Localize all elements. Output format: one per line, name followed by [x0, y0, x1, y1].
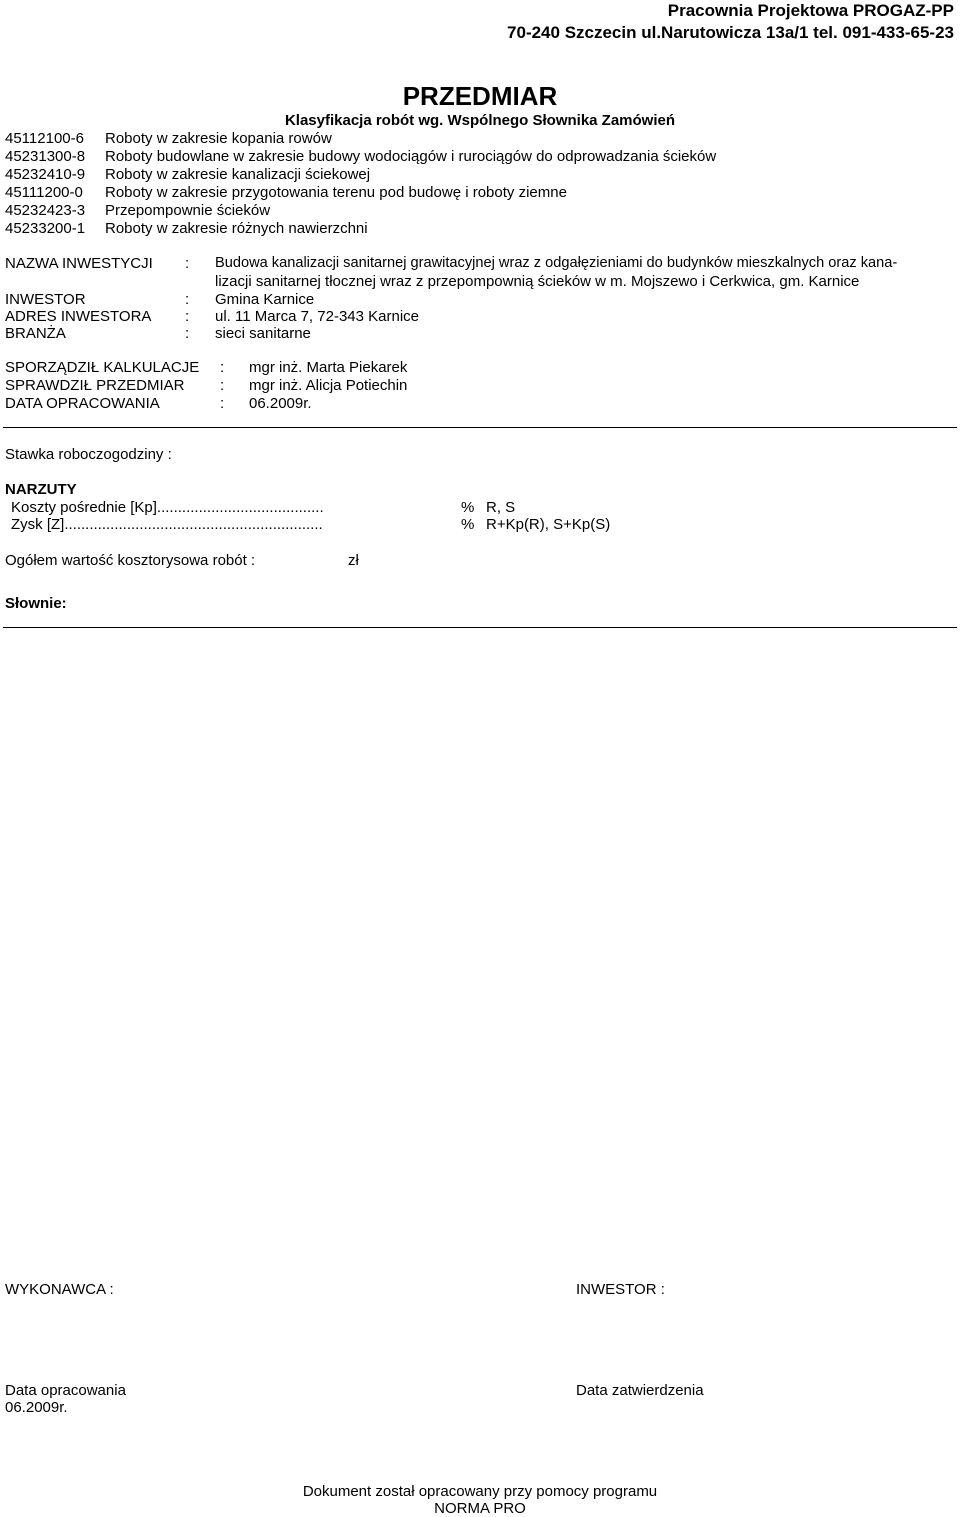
- investor-label: INWESTOR: [5, 291, 86, 308]
- indirect-costs-percent: %: [461, 499, 475, 516]
- investment-name-line1: Budowa kanalizacji sanitarnej grawitacyjnej wraz z odgałęzieniami do budynków mieszkalnych oraz kana-: [215, 255, 898, 271]
- classification-heading: Klasyfikacja robót wg. Wspólnego Słownika Zamówień: [284, 112, 676, 129]
- cpv-code: 45111200-0: [5, 184, 83, 201]
- colon: :: [185, 291, 190, 308]
- cpv-description: Roboty w zakresie kanalizacji ściekowej: [105, 166, 371, 183]
- cpv-code: 45233200-1: [5, 220, 86, 237]
- prepared-by-value: mgr inż. Marta Piekarek: [249, 359, 408, 376]
- cpv-description: Roboty w zakresie różnych nawierzchni: [105, 220, 368, 237]
- cpv-description: Przepompownie ścieków: [105, 202, 271, 219]
- divider-top: [3, 427, 957, 428]
- divider-bottom: [3, 627, 957, 628]
- approval-date-label: Data zatwierdzenia: [576, 1382, 704, 1399]
- footer-line1: Dokument został opracowany przy pomocy programu: [302, 1483, 658, 1500]
- total-value-label: Ogółem wartość kosztorysowa robót :: [5, 552, 256, 569]
- colon: :: [220, 359, 225, 376]
- total-value-unit: zł: [348, 552, 359, 569]
- colon: :: [185, 325, 190, 342]
- checked-by-value: mgr inż. Alicja Potiechin: [249, 377, 408, 394]
- indirect-costs-base: R, S: [486, 499, 516, 516]
- colon: :: [220, 395, 225, 412]
- investor-address-label: ADRES INWESTORA: [5, 308, 152, 325]
- indirect-costs-label: Koszty pośrednie [Kp]........................................: [11, 499, 324, 516]
- cpv-code: 45232423-3: [5, 202, 86, 219]
- colon: :: [185, 308, 190, 325]
- investment-name-label: NAZWA INWESTYCJI: [5, 255, 153, 272]
- branch-label: BRANŻA: [5, 325, 66, 342]
- preparation-date-value-bottom: 06.2009r.: [5, 1399, 68, 1416]
- branch-value: sieci sanitarne: [215, 325, 311, 342]
- checked-by-label: SPRAWDZIŁ PRZEDMIAR: [5, 377, 185, 394]
- prepared-by-label: SPORZĄDZIŁ KALKULACJE: [5, 359, 200, 376]
- profit-label: Zysk [Z]..............................................................: [11, 516, 323, 533]
- colon: :: [185, 255, 190, 272]
- cpv-code: 45232410-9: [5, 166, 86, 183]
- investment-name-line2: lizacji sanitarnej tłocznej wraz z przepompownią ścieków w m. Mojszewo i Cerkwica, gm. Karnice: [215, 273, 860, 290]
- cpv-code: 45112100-6: [5, 130, 84, 147]
- preparation-date-label-bottom: Data opracowania: [5, 1382, 126, 1399]
- investor-address-value: ul. 11 Marca 7, 72-343 Karnice: [215, 308, 420, 325]
- company-address: 70-240 Szczecin ul.Narutowicza 13a/1 tel. 091-433-65-23: [507, 23, 954, 42]
- labor-rate: Stawka roboczogodziny :: [5, 446, 172, 463]
- surcharges-heading: NARZUTY: [5, 481, 77, 498]
- investment-name-row: [5, 255, 955, 272]
- cpv-description: Roboty w zakresie kopania rowów: [105, 130, 332, 147]
- in-words-label: Słownie:: [5, 595, 67, 612]
- company-name: Pracownia Projektowa PROGAZ-PP: [667, 1, 954, 20]
- footer-line2: NORMA PRO: [434, 1500, 526, 1517]
- cpv-description: Roboty budowlane w zakresie budowy wodociągów i rurociągów do odprowadzania ścieków: [105, 148, 717, 165]
- contractor-label: WYKONAWCA :: [5, 1281, 114, 1298]
- preparation-date-label: DATA OPRACOWANIA: [5, 395, 160, 412]
- cpv-code: 45231300-8: [5, 148, 86, 165]
- colon: :: [220, 377, 225, 394]
- profit-base: R+Kp(R), S+Kp(S): [486, 516, 611, 533]
- preparation-date-value: 06.2009r.: [249, 395, 312, 412]
- cpv-description: Roboty w zakresie przygotowania terenu pod budowę i roboty ziemne: [105, 184, 567, 201]
- profit-percent: %: [461, 516, 475, 533]
- investor-signature-label: INWESTOR :: [576, 1281, 665, 1298]
- investor-value: Gmina Karnice: [215, 291, 315, 308]
- document-title: PRZEDMIAR: [402, 81, 558, 111]
